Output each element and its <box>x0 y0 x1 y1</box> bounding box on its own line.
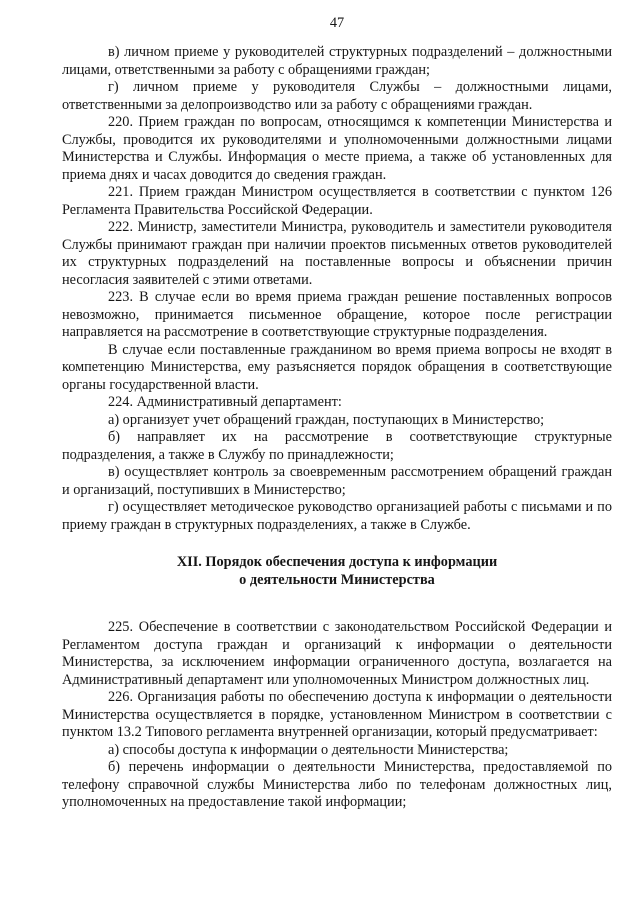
document-page <box>62 14 612 812</box>
paragraph-224: 224. Административный департамент: <box>108 394 342 410</box>
paragraphs-top <box>62 44 612 534</box>
paragraph-224-a: а) организует учет обращений граждан, поступающих в Министерство; <box>108 411 545 428</box>
paragraph-224-b: б) направляет их на рассмотрение в соответствующие структурные подразделения, а также в Службу по принадлежности; <box>62 429 612 463</box>
paragraph-225: 225. Обеспечение в соответствии с законодательством Российской Федерации и Регламентом доступа граждан и организаций к информации о деятельности Министерства, за исключением информации ограниченного доступа, возлагается на Административный департамент или уполномоченных Министром должностных лиц. <box>62 619 612 688</box>
paragraph-226-b: б) перечень информации о деятельности Министерства, предоставляемой по телефону справочной службы Министерства либо по телефонам должностных лиц, уполномоченных на предоставление такой информации; <box>62 759 612 810</box>
paragraph-220: 220. Прием граждан по вопросам, относящимся к компетенции Министерства и Службы, проводится их руководителями и уполномоченными должностными лицами Министерства и Службы. Информация о месте приема, а также об установленных для приема днях и часах доводится до сведения граждан. <box>62 114 612 183</box>
paragraph-item-v: в) личном приеме у руководителей структурных подразделений – должностными лицами, ответственными за работу с обращениями граждан; <box>62 44 612 78</box>
section-heading-line-2: о деятельности Министерства <box>239 571 435 588</box>
paragraph-221: 221. Прием граждан Министром осуществляется в соответствии с пунктом 126 Регламента Правительства Российской Федерации. <box>62 184 612 218</box>
paragraph-223-continued: В случае если поставленные гражданином во время приема вопросы не входят в компетенцию Министерства, ему разъясняется порядок обращения в соответствующие органы государственной власти. <box>62 341 612 393</box>
paragraph-item-g: г) личном приеме у руководителя Службы – должностными лицами, ответственными за делопроизводство или за работу с обращениями граждан. <box>62 79 612 113</box>
paragraph-224-g: г) осуществляет методическое руководство организацией работы с письмами и по приему граждан в структурных подразделениях, а также в Службе. <box>62 499 612 533</box>
paragraph-224-v: в) осуществляет контроль за своевременным рассмотрением обращений граждан и организаций, поступивших в Министерство; <box>62 464 612 498</box>
paragraph-223: 223. В случае если во время приема граждан решение поставленных вопросов невозможно, принимается письменное обращение, которое после регистрации направляется на рассмотрение в соответствующие структурные подразделения. <box>62 289 612 340</box>
paragraphs-bottom <box>62 619 612 812</box>
section-heading <box>62 554 612 589</box>
paragraph-226-a: а) способы доступа к информации о деятельности Министерства; <box>108 741 509 758</box>
paragraph-226: 226. Организация работы по обеспечению доступа к информации о деятельности Министерства осуществляется в порядке, установленном Министром в соответствии с пунктом 13.2 Типового регламента внутренней организации, который предусматривает: <box>62 689 612 740</box>
section-heading-line-1: XII. Порядок обеспечения доступа к информации <box>176 554 498 570</box>
page-number: 47 <box>329 15 345 31</box>
paragraph-222: 222. Министр, заместители Министра, руководитель и заместители руководителя Службы принимают граждан при наличии проектов письменных ответов руководителей их структурных подразделений на поставленные вопросы и объяснении причин несогласия заявителей с этими ответами. <box>62 219 612 288</box>
